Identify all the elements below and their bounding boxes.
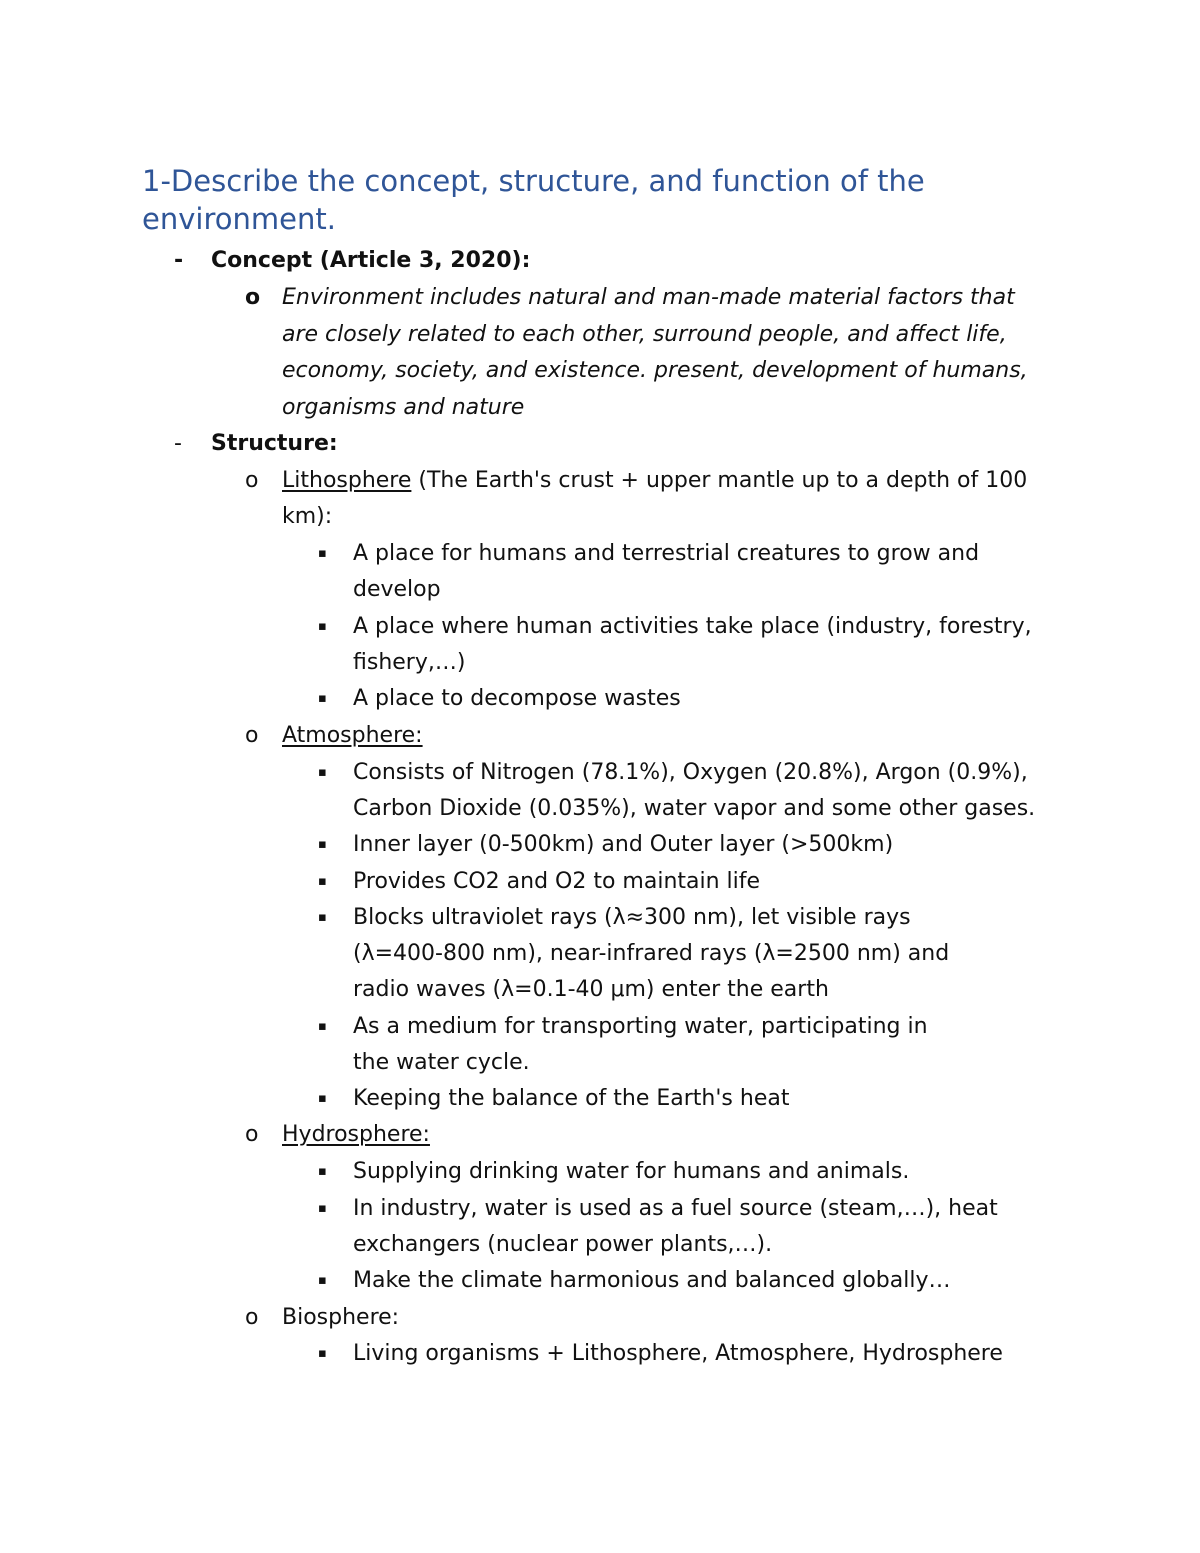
circle-bullet: o bbox=[245, 285, 261, 310]
circle-bullet: o bbox=[245, 1122, 259, 1147]
list-item-cont: develop bbox=[353, 577, 441, 602]
document-page: 1-Describe the concept, structure, and function of the environment. - Concept (Article 3, 2020): o Environment includes natural and man-made material factors that are closely related to each other, surround people, and affect life, economy, society, and existence. present, development of humans, organisms and nature - Structure: o Lithosphere (The Earth's crust + upper mantle up to a depth of 100 km): ▪ A place for humans and terrestrial creatures to grow and develop ▪ A place where human activities take place (industry, forestry, fishery,…) ▪ A place to decompose wastes o Atmosphere: ▪ Consists of Nitrogen (78.1%), Oxygen (20.8%), Argon (0.9%), Carbon Dioxide (0.035%), water vapor and some other gases. ▪ Inner layer (0-500km) and Outer layer (>500km) ▪ Provides CO2 and O2 to maintain life ▪ Blocks ultraviolet rays (λ≈300 nm), let visible rays (λ=400-800 nm), near-infrared rays (λ=2500 nm) and radio waves (λ=0.1-40 μm) enter the earth ▪ As a medium for transporting water, participating in the water cycle. ▪ Keeping the balance of the Earth's heat o Hydrosphere: ▪ Supplying drinking water for humans and animals. ▪ In industry, water is used as a fuel source (steam,…), heat exchangers (nuclear power plants,…). ▪ Make the climate harmonious and balanced globally… o Biosphere: ▪ Living organisms + Lithosphere, Atmosphere, Hydrosphere bbox=[0, 0, 1200, 1553]
structure-label: Structure: bbox=[211, 431, 338, 456]
dash-bullet: - bbox=[174, 248, 184, 273]
lithosphere-description-cont: km): bbox=[282, 504, 333, 529]
hydrosphere-heading: Hydrosphere: bbox=[282, 1122, 430, 1147]
list-item-cont: fishery,…) bbox=[353, 650, 466, 675]
question-heading bbox=[142, 162, 1042, 238]
concept-definition-line: economy, society, and existence. present, development of humans, bbox=[282, 358, 1028, 383]
lithosphere-description: (The Earth's crust + upper mantle up to a depth of 100 bbox=[411, 468, 1028, 493]
list-item: Supplying drinking water for humans and animals. bbox=[353, 1159, 910, 1184]
heading-line-2: environment. bbox=[142, 202, 336, 236]
list-item-cont: exchangers (nuclear power plants,…). bbox=[353, 1232, 773, 1257]
concept-definition-line: organisms and nature bbox=[282, 395, 525, 420]
list-item: A place for humans and terrestrial creatures to grow and bbox=[353, 541, 980, 566]
dash-bullet: - bbox=[174, 431, 182, 456]
list-item: Provides CO2 and O2 to maintain life bbox=[353, 869, 761, 894]
concept-definition-line: are closely related to each other, surround people, and affect life, bbox=[282, 322, 1007, 347]
list-item: Living organisms + Lithosphere, Atmosphere, Hydrosphere bbox=[353, 1341, 1003, 1366]
list-item: Make the climate harmonious and balanced globally… bbox=[353, 1268, 951, 1293]
concept-definition-line: Environment includes natural and man-made material factors that bbox=[282, 285, 1015, 310]
list-item: Inner layer (0-500km) and Outer layer (>500km) bbox=[353, 832, 894, 857]
heading-line-1: 1-Describe the concept, structure, and function of the bbox=[142, 164, 925, 198]
list-item-cont: (λ=400-800 nm), near-infrared rays (λ=2500 nm) and bbox=[353, 941, 950, 966]
atmosphere-heading: Atmosphere: bbox=[282, 723, 423, 748]
list-item-cont: Carbon Dioxide (0.035%), water vapor and some other gases. bbox=[353, 796, 1036, 821]
list-item: In industry, water is used as a fuel source (steam,…), heat bbox=[353, 1196, 998, 1221]
list-item: A place to decompose wastes bbox=[353, 686, 681, 711]
concept-label: Concept (Article 3, 2020): bbox=[211, 248, 531, 273]
lithosphere-name: Lithosphere bbox=[282, 468, 412, 493]
list-item: A place where human activities take place (industry, forestry, bbox=[353, 614, 1032, 639]
lithosphere-heading bbox=[282, 463, 1027, 499]
list-item: Blocks ultraviolet rays (λ≈300 nm), let visible rays bbox=[353, 905, 911, 930]
circle-bullet: o bbox=[245, 468, 259, 493]
list-item: As a medium for transporting water, participating in bbox=[353, 1014, 928, 1039]
circle-bullet: o bbox=[245, 723, 259, 748]
biosphere-heading: Biosphere: bbox=[282, 1305, 400, 1330]
circle-bullet: o bbox=[245, 1305, 259, 1330]
list-item: Keeping the balance of the Earth's heat bbox=[353, 1086, 790, 1111]
list-item-cont: radio waves (λ=0.1-40 μm) enter the earth bbox=[353, 977, 829, 1002]
list-item-cont: the water cycle. bbox=[353, 1050, 530, 1075]
list-item: Consists of Nitrogen (78.1%), Oxygen (20.8%), Argon (0.9%), bbox=[353, 760, 1028, 785]
